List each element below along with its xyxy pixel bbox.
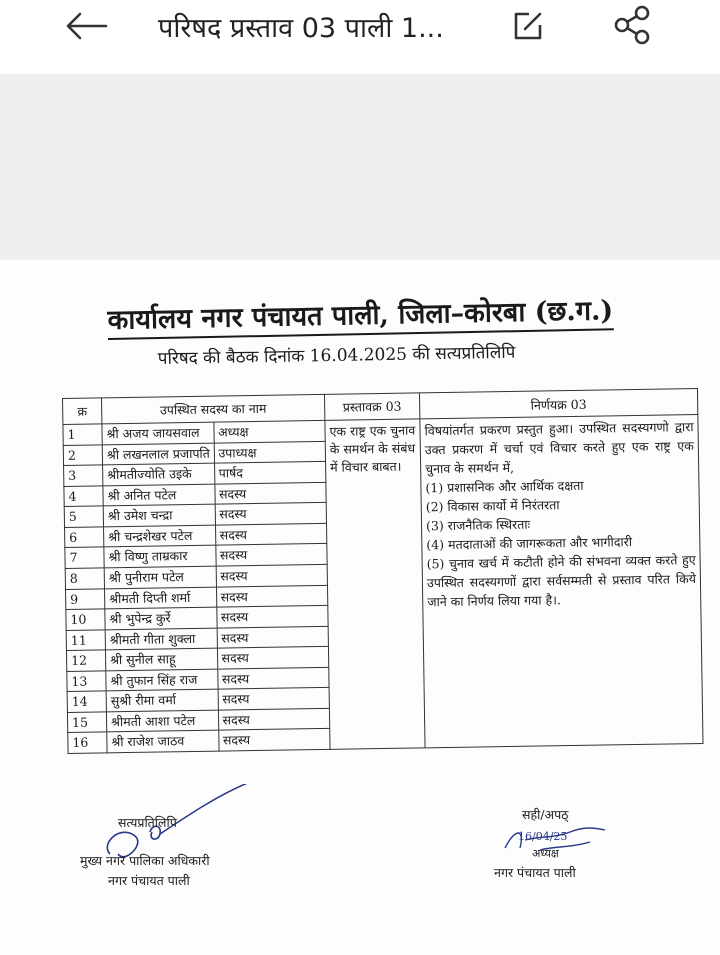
header-proposal: प्रस्तावक्र 03	[324, 393, 419, 420]
certified-copy-label: सत्यप्रतिलिपि	[118, 815, 177, 830]
back-button[interactable]	[62, 6, 110, 46]
member-sn: 9	[66, 588, 105, 609]
member-name: श्री विष्णु ताम्रकार	[104, 545, 216, 567]
member-role: अध्यक्ष	[213, 420, 325, 442]
meeting-subheading: परिषद की बैठक दिनांक 16.04.2025 की सत्यप्रतिलिपि	[157, 342, 516, 369]
member-sn: 7	[65, 547, 104, 568]
members-body	[63, 415, 703, 754]
member-name: श्री तुफान सिंह राज	[106, 669, 218, 691]
member-role: सदस्य	[218, 729, 330, 751]
share-button[interactable]	[608, 2, 658, 48]
minutes-table	[62, 388, 704, 754]
member-role: पार्षद	[214, 461, 326, 483]
decision-point: (5) चुनाव खर्च में कटौती होने की संभवना व्यक्त करते हुए उपस्थित सदस्यगणों द्वारा सर्वसम्मती से प्रस्ताव परित किये जाने का निर्णय लिया गया है।.	[426, 552, 697, 610]
member-sn: 14	[67, 691, 106, 712]
decision-point: (2) विकास कार्यो में निरंतरता	[425, 497, 560, 515]
member-sn: 3	[64, 465, 103, 486]
member-name: श्रीमतीज्योति उइके	[103, 463, 215, 485]
member-role: सदस्य	[215, 503, 327, 525]
member-role: सदस्य	[217, 647, 329, 669]
member-name: श्री राजेश जाठव	[107, 731, 219, 753]
member-name: सुश्री रीमा वर्मा	[106, 689, 218, 711]
page-gap	[0, 74, 720, 260]
signed-label: सही/अपठ्	[522, 807, 569, 822]
member-sn: 13	[67, 671, 106, 692]
header-sn: क्र	[63, 398, 102, 425]
member-role: सदस्य	[216, 585, 328, 607]
left-designation: मुख्य नगर पालिका अधिकारी	[80, 853, 210, 868]
member-role: सदस्य	[218, 708, 330, 730]
member-sn: 6	[65, 527, 104, 548]
member-sn: 5	[64, 506, 103, 527]
decision-point: (3) राजनैतिक स्थिरताः	[425, 516, 531, 534]
member-sn: 1	[63, 424, 102, 445]
right-office: नगर पंचायत पाली	[494, 865, 576, 880]
office-heading: कार्यालय नगर पंचायत पाली, जिला–कोरबा (छ.ग.)	[107, 290, 613, 340]
member-sn: 11	[66, 629, 105, 650]
arrow-left-icon	[64, 11, 108, 41]
document-title: परिषद प्रस्ताव 03 पाली 1...	[158, 13, 444, 44]
app-bar	[0, 0, 720, 74]
header-members: उपस्थित सदस्य का नाम	[102, 394, 325, 423]
member-sn: 8	[65, 568, 104, 589]
decision-point: (1) प्रशासनिक और आर्थिक दक्षता	[425, 477, 584, 496]
member-role: सदस्य	[217, 626, 329, 648]
member-role: सदस्य	[216, 605, 328, 627]
member-role: सदस्य	[215, 544, 327, 566]
member-name: श्रीमती आशा पटेल	[106, 710, 218, 732]
share-icon	[612, 4, 654, 46]
member-sn: 4	[64, 486, 103, 507]
member-sn: 2	[63, 444, 102, 465]
member-name: श्री अजय जायसवाल	[102, 422, 214, 444]
member-name: श्री लखनलाल प्रजापति	[102, 443, 214, 465]
member-role: सदस्य	[217, 667, 329, 689]
decision-cell	[420, 415, 703, 748]
member-name: श्री चन्द्रशेखर पटेल	[104, 525, 216, 547]
proposal-cell: एक राष्ट्र एक चुनाव के समर्थन के संबंध में विचार बाबत।	[325, 419, 425, 749]
member-name: श्री पुनीराम पटेल	[104, 566, 216, 588]
member-name: श्री भुपेन्द्र कुर्रे	[105, 607, 217, 629]
member-name: श्रीमती गीता शुक्ला	[105, 628, 217, 650]
member-name: श्री सुनील साहू	[105, 648, 217, 670]
member-name: श्री उमेश चन्द्रा	[103, 504, 215, 526]
member-role: सदस्य	[216, 564, 328, 586]
member-role: उपाध्यक्ष	[214, 441, 326, 463]
stamp-date: 16/04/25	[518, 830, 568, 843]
edit-icon	[511, 9, 545, 43]
member-sn: 16	[68, 732, 107, 753]
member-role: सदस्य	[214, 482, 326, 504]
member-sn: 10	[66, 609, 105, 630]
member-name: श्री अनित पटेल	[103, 484, 215, 506]
edit-button[interactable]	[506, 4, 550, 48]
minutes-table-wrap	[62, 388, 704, 754]
member-sn: 15	[67, 712, 106, 733]
decision-intro: विषयांतर्गत प्रकरण प्रस्तुत हुआ। उपस्थित सदस्यगणो द्वारा उक्त प्रकरण में चर्चा एवं विचार करते हुए एक राष्ट्र एक चुनाव के समर्थन में,	[424, 419, 694, 477]
right-designation: अध्यक्ष	[532, 847, 559, 860]
left-office: नगर पंचायत पाली	[108, 873, 190, 888]
member-sn: 12	[66, 650, 105, 671]
decision-point: (4) मतदाताओं की जागरूकता और भागीदारी	[426, 534, 633, 553]
member-role: सदस्य	[215, 523, 327, 545]
member-role: सदस्य	[218, 688, 330, 710]
member-name: श्रीमती दिप्ती शर्मा	[104, 587, 216, 609]
header-decision: निर्णयक्र 03	[419, 389, 697, 419]
